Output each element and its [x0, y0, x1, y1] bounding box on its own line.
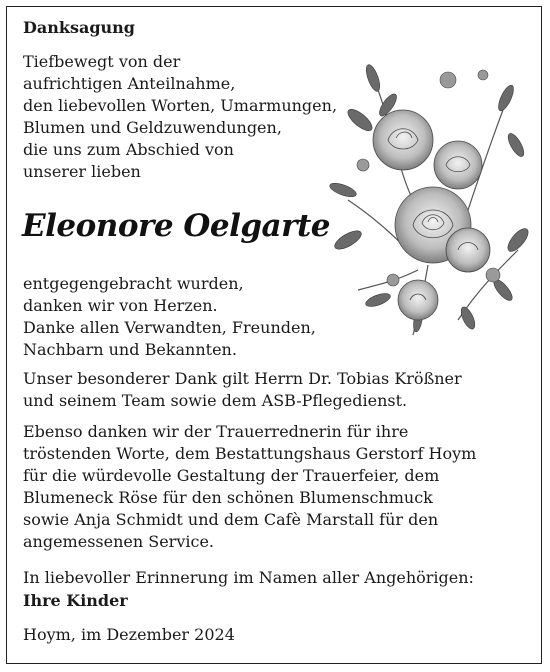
- thanks-others-line: Ebenso danken wir der Trauerrednerin für ihre: [23, 422, 409, 441]
- intro-line: Blumen und Geldzuwendungen,: [23, 118, 282, 137]
- after-name-line: Nachbarn und Bekannten.: [23, 340, 237, 359]
- rose-bouquet-illustration: [318, 50, 533, 340]
- notice-heading: Danksagung: [23, 18, 135, 37]
- thanks-others-line: angemessenen Service.: [23, 532, 214, 551]
- after-name-line: entgegengebracht wurden,: [23, 274, 244, 293]
- closing-line: In liebevoller Erinnerung im Namen aller Angehörigen:: [23, 568, 474, 587]
- thanks-others-paragraph: [23, 421, 476, 553]
- thanks-doctor-paragraph: [23, 368, 462, 412]
- thanks-others-line: Blumeneck Röse für den schönen Blumenschmuck: [23, 488, 433, 507]
- thanks-doctor-line: Unser besonderer Dank gilt Herrn Dr. Tobias Krößner: [23, 369, 462, 388]
- after-name-line: danken wir von Herzen.: [23, 296, 218, 315]
- deceased-name: Eleonore Oelgarte: [22, 208, 331, 244]
- intro-line: unserer lieben: [23, 162, 141, 181]
- signature: Ihre Kinder: [23, 591, 128, 610]
- thanks-doctor-line: und seinem Team sowie dem ASB-Pflegedienst.: [23, 391, 408, 410]
- intro-line: Tiefbewegt von der: [23, 52, 181, 71]
- thanks-others-line: tröstenden Worte, dem Bestattungshaus Gerstorf Hoym: [23, 444, 477, 463]
- after-name-line: Danke allen Verwandten, Freunden,: [23, 318, 316, 337]
- after-name-paragraph: [23, 273, 316, 361]
- thanks-others-line: für die würdevolle Gestaltung der Trauerfeier, dem: [23, 466, 440, 485]
- intro-paragraph: [23, 51, 337, 183]
- intro-line: den liebevollen Worten, Umarmungen,: [23, 96, 338, 115]
- place-date: Hoym, im Dezember 2024: [23, 625, 235, 644]
- intro-line: aufrichtigen Anteilnahme,: [23, 74, 236, 93]
- intro-line: die uns zum Abschied von: [23, 140, 234, 159]
- thanks-others-line: sowie Anja Schmidt und dem Cafè Marstall für den: [23, 510, 439, 529]
